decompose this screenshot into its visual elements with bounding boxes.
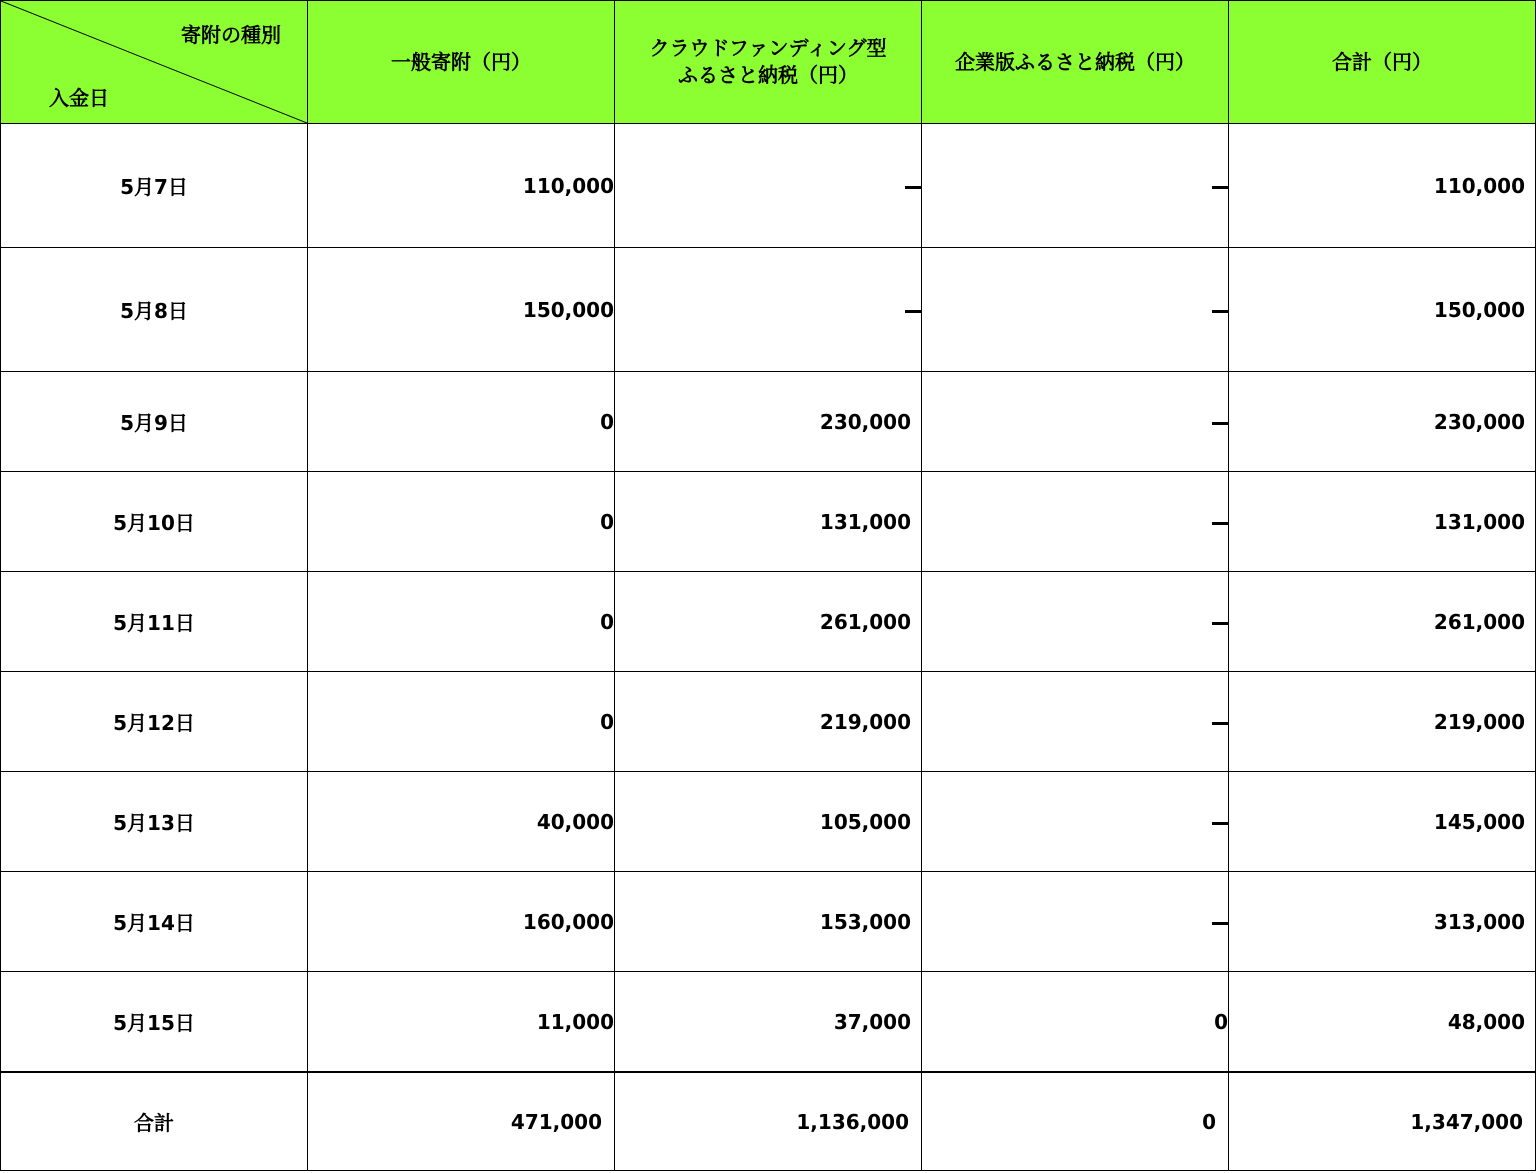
column-header-text: 一般寄附（円） xyxy=(391,49,531,74)
corporate-cell xyxy=(922,248,1229,372)
column-header-text: 企業版ふるさと納税（円） xyxy=(955,49,1195,74)
column-header-crowdfunding xyxy=(615,1,922,124)
date-cell: 5月10日 xyxy=(1,472,308,572)
table-row xyxy=(1,124,1536,248)
total-cell: 150,000 xyxy=(1229,248,1536,372)
date-cell: 5月9日 xyxy=(1,372,308,472)
total-cell: 48,000 xyxy=(1229,972,1536,1073)
date-cell: 5月14日 xyxy=(1,872,308,972)
total-cell: 131,000 xyxy=(1229,472,1536,572)
totals-general-cell: 471,000 xyxy=(308,1072,615,1171)
crowdfunding-cell: 153,000 xyxy=(615,872,922,972)
total-cell: 313,000 xyxy=(1229,872,1536,972)
general-cell: 11,000 xyxy=(308,972,615,1073)
corporate-cell xyxy=(922,772,1229,872)
totals-total-cell: 1,347,000 xyxy=(1229,1072,1536,1171)
total-cell: 110,000 xyxy=(1229,124,1536,248)
date-cell: 5月7日 xyxy=(1,124,308,248)
crowdfunding-cell: 105,000 xyxy=(615,772,922,872)
corporate-cell xyxy=(922,124,1229,248)
column-header-total xyxy=(1229,1,1536,124)
table-row xyxy=(1,372,1536,472)
dash-mark xyxy=(1212,522,1228,525)
table-row xyxy=(1,972,1536,1073)
deposit-date-label: 入金日 xyxy=(49,86,109,110)
crowdfunding-cell xyxy=(615,248,922,372)
crowdfunding-cell: 131,000 xyxy=(615,472,922,572)
general-cell: 0 xyxy=(308,572,615,672)
crowdfunding-cell xyxy=(615,124,922,248)
diagonal-divider xyxy=(1,1,307,123)
total-cell: 261,000 xyxy=(1229,572,1536,672)
corporate-cell: 0 xyxy=(922,972,1229,1073)
dash-mark xyxy=(1212,310,1228,313)
totals-label: 合計 xyxy=(1,1072,308,1171)
general-cell: 0 xyxy=(308,372,615,472)
dash-mark xyxy=(1212,186,1228,189)
general-cell: 0 xyxy=(308,672,615,772)
general-cell: 150,000 xyxy=(308,248,615,372)
totals-row xyxy=(1,1072,1536,1171)
total-cell: 230,000 xyxy=(1229,372,1536,472)
corporate-cell xyxy=(922,572,1229,672)
table-row xyxy=(1,672,1536,772)
dash-mark xyxy=(1212,922,1228,925)
table-row xyxy=(1,872,1536,972)
corporate-cell xyxy=(922,472,1229,572)
column-header-text: ふるさと納税（円） xyxy=(678,63,858,87)
table-row xyxy=(1,772,1536,872)
date-cell: 5月12日 xyxy=(1,672,308,772)
corporate-cell xyxy=(922,872,1229,972)
crowdfunding-cell: 219,000 xyxy=(615,672,922,772)
crowdfunding-cell: 230,000 xyxy=(615,372,922,472)
header-row xyxy=(1,1,1536,124)
dash-mark xyxy=(905,186,921,189)
general-cell: 160,000 xyxy=(308,872,615,972)
dash-mark xyxy=(905,310,921,313)
dash-mark xyxy=(1212,422,1228,425)
general-cell: 110,000 xyxy=(308,124,615,248)
column-header-corporate xyxy=(922,1,1229,124)
date-cell: 5月13日 xyxy=(1,772,308,872)
totals-crowdfunding-cell: 1,136,000 xyxy=(615,1072,922,1171)
general-cell: 0 xyxy=(308,472,615,572)
table-row xyxy=(1,472,1536,572)
column-header-text: クラウドファンディング型 xyxy=(649,36,887,60)
date-cell: 5月15日 xyxy=(1,972,308,1073)
corporate-cell xyxy=(922,672,1229,772)
corporate-cell xyxy=(922,372,1229,472)
table-row xyxy=(1,572,1536,672)
general-cell: 40,000 xyxy=(308,772,615,872)
dash-mark xyxy=(1212,722,1228,725)
donation-type-label: 寄附の種別 xyxy=(181,23,281,47)
corner-header-cell xyxy=(1,1,308,124)
total-cell: 145,000 xyxy=(1229,772,1536,872)
column-header-text: 合計（円） xyxy=(1332,49,1432,74)
total-cell: 219,000 xyxy=(1229,672,1536,772)
dash-mark xyxy=(1212,822,1228,825)
table-row xyxy=(1,248,1536,372)
table-body xyxy=(1,124,1536,1171)
dash-mark xyxy=(1212,622,1228,625)
date-cell: 5月11日 xyxy=(1,572,308,672)
crowdfunding-cell: 37,000 xyxy=(615,972,922,1073)
date-cell: 5月8日 xyxy=(1,248,308,372)
totals-corporate-cell: 0 xyxy=(922,1072,1229,1171)
column-header-general xyxy=(308,1,615,124)
crowdfunding-cell: 261,000 xyxy=(615,572,922,672)
